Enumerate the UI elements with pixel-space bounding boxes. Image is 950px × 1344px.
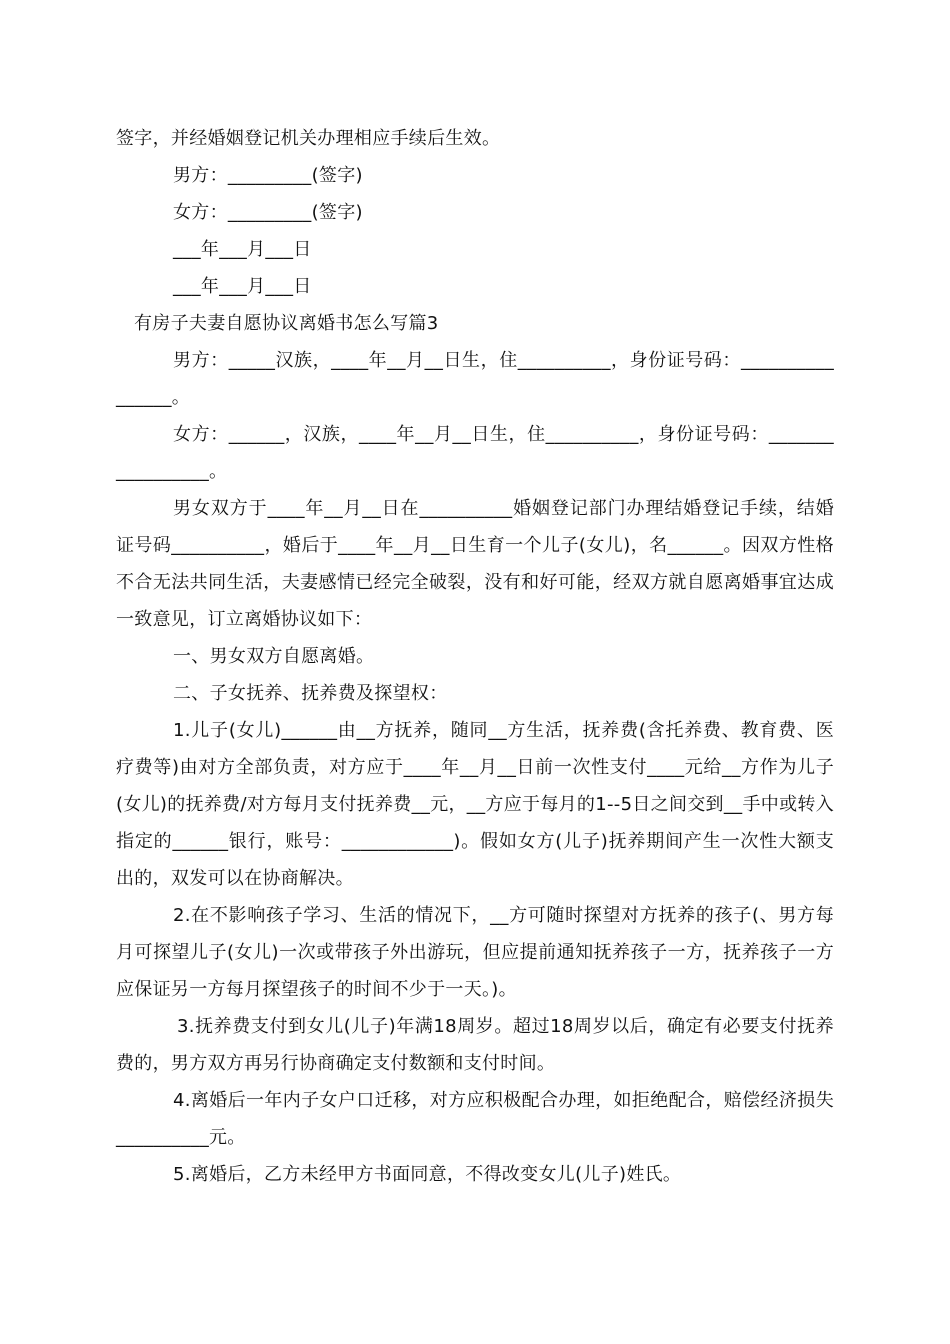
clause-2-heading: 二、子女抚养、抚养费及探望权： (173, 683, 448, 704)
female-signature-line: 女方：_________(签字) (173, 202, 363, 223)
clause-2-item-1: 1.儿子(女儿)______由__方抚养，随同__方生活，抚养费(含托养费、教育费、医疗费等)由对方全部负责，对方应于____年__月__日前一次性支付____元给__方作为儿子(女儿)的抚养费/对方每月支付抚养费__元，__方应于每月的1--5日之间交到__手中或转入指定的______银行，账号：____________)。假如女方(儿子)抚养期间产生一次性大额支出的，双发可以在协商解决。 (116, 720, 834, 889)
date-line-2: ___年___月___日 (173, 276, 312, 297)
clause-2-item-3: 3.抚养费支付到女儿(儿子)年满18周岁。超过18周岁以后，确定有必要支付抚养费的，男方双方再另行协商确定支付数额和支付时间。 (116, 1016, 834, 1074)
clause-2-item-4: 4.离婚后一年内子女户口迁移，对方应积极配合办理，如拒绝配合，赔偿经济损失__________元。 (116, 1090, 834, 1148)
sign-effective-line: 签字，并经婚姻登记机关办理相应手续后生效。 (116, 128, 501, 149)
clause-2-item-5: 5.离婚后，乙方未经甲方书面同意，不得改变女儿(儿子)姓氏。 (173, 1164, 682, 1185)
section-title: 有房子夫妻自愿协议离婚书怎么写篇3 (134, 313, 439, 334)
clause-1: 一、男女双方自愿离婚。 (173, 646, 375, 667)
date-line-1: ___年___月___日 (173, 239, 312, 260)
male-signature-line: 男方：_________(签字) (173, 165, 363, 186)
document-body (116, 120, 834, 1193)
marriage-info-paragraph: 男女双方于____年__月__日在__________婚姻登记部门办理结婚登记手续，结婚证号码__________，婚后于____年__月__日生育一个儿子(女儿)，名______。因双方性格不合无法共同生活，夫妻感情已经完全破裂，没有和好可能，经双方就自愿离婚事宜达成一致意见，订立离婚协议如下： (116, 498, 834, 630)
female-info-paragraph: 女方：______，汉族，____年__月__日生，住__________，身份证号码：_________________。 (116, 424, 834, 482)
clause-2-item-2: 2.在不影响孩子学习、生活的情况下，__方可随时探望对方抚养的孩子(、男方每月可探望儿子(女儿)一次或带孩子外出游玩，但应提前通知抚养孩子一方，抚养孩子一方应保证另一方每月探望孩子的时间不少于一天。)。 (116, 905, 834, 1000)
male-info-paragraph: 男方：_____汉族，____年__月__日生，住__________，身份证号码：________________。 (116, 350, 834, 408)
